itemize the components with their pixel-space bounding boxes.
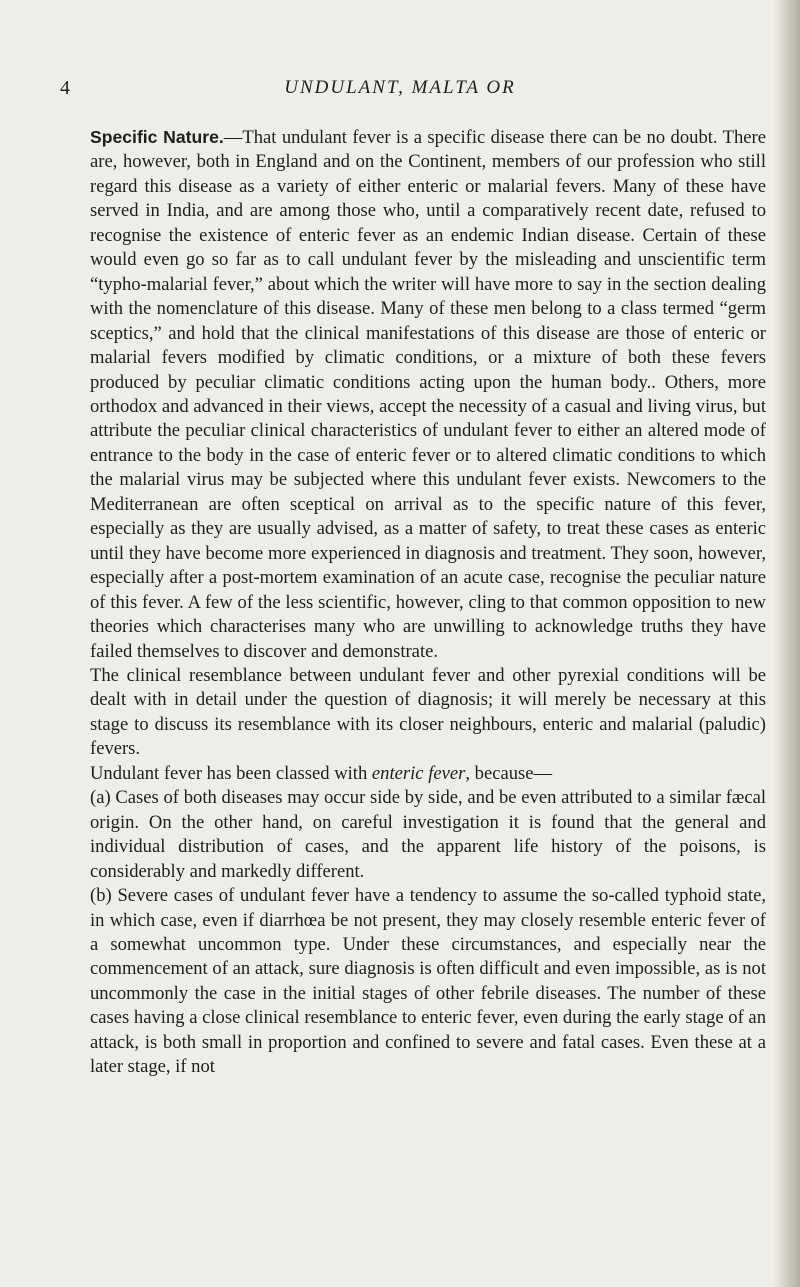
page-number: 4 [60, 77, 70, 99]
paragraph-text: The clinical resemblance between undulant fever and other pyrexial conditions will be dealt with in detail under the question of diagnosis; it will merely be necessary at this stage to discuss its resemblance with its closer neighbours, enteric and malarial (paludic) fevers. [90, 664, 766, 760]
emphasis-enteric-fever: enteric fever [371, 762, 466, 784]
paragraph-specific-nature [90, 125, 766, 664]
paragraph-text: —That undulant fever is a specific disease there can be no doubt. There are, however, both in England and on the Continent, members of our profession who still regard this disease as a variety of either enteric or malarial fevers. Many of these have served in India, and are among those who, until a comparatively recent date, refused to recognise the existence of enteric fever as an endemic Indian disease. Certain of these would even go so far as to call undulant fever by the misleading and unscientific term “typho-malarial fever,” about which the writer will have more to say in the section dealing with the nomenclature of this disease. Many of these men belong to a class termed “germ sceptics,” and hold that the clinical manifestations of this disease are those of enteric or malarial fevers modified by climatic conditions, or a mixture of both these fevers produced by peculiar climatic conditions acting upon the human body.. Others, more orthodox and advanced in their views, accept the necessity of a casual and living virus, but attribute the peculiar clinical characteristics of undulant fever to either an altered mode of entrance to the body in the case of enteric fever or to altered climatic conditions to which the malarial virus may be subjected where this undulant fever exists. Newcomers to the Mediterranean are often sceptical on arrival as to the specific nature of this fever, especially as they are usually advised, as a matter of safety, to treat these cases as enteric until they have become more experienced in diagnosis and treatment. They soon, however, especially after a post-mortem examination of an acute case, recognise the peculiar nature of this fever. A few of the less scientific, however, cling to that common opposition to new theories which characterises many who are unwilling to acknowledge truths they have failed themselves to discover and demonstrate. [90, 127, 766, 662]
paragraph-enteric-classification [90, 762, 766, 786]
page-edge-shadow [774, 0, 800, 1287]
item-marker-b: (b) [90, 885, 112, 907]
item-marker-a: (a) [90, 787, 111, 809]
paragraph-clinical-resemblance [90, 664, 766, 762]
paragraph-text: , because— [465, 762, 553, 784]
body-text [90, 125, 766, 1080]
section-heading: Specific Nature. [90, 127, 224, 147]
list-item-b [90, 884, 766, 1080]
item-text-b: Severe cases of undulant fever have a tendency to assume the so-called typhoid state, in which case, even if diarrhœa be not present, they may closely resemble enteric fever of a somewhat uncommon type. Under these circumstances, and especially near the commencement of an attack, sure diagnosis is often difficult and even impossible, as is not uncommonly the case in the initial stages of other febrile diseases. The number of these cases having a close clinical resemblance to enteric fever, even during the early stage of an attack, is both small in proportion and confined to severe and fatal cases. Even these at a later stage, if not [90, 885, 766, 1078]
item-text-a: Cases of both diseases may occur side by side, and be even attributed to a similar fæcal origin. On the other hand, on careful investigation it is found that the general and individual distribution of cases, and the apparent life history of the poisons, is considerably and markedly different. [90, 787, 766, 882]
paragraph-text: Undulant fever has been classed with [90, 762, 372, 784]
list-item-a [90, 786, 766, 884]
running-head: UNDULANT, MALTA OR [284, 77, 516, 98]
